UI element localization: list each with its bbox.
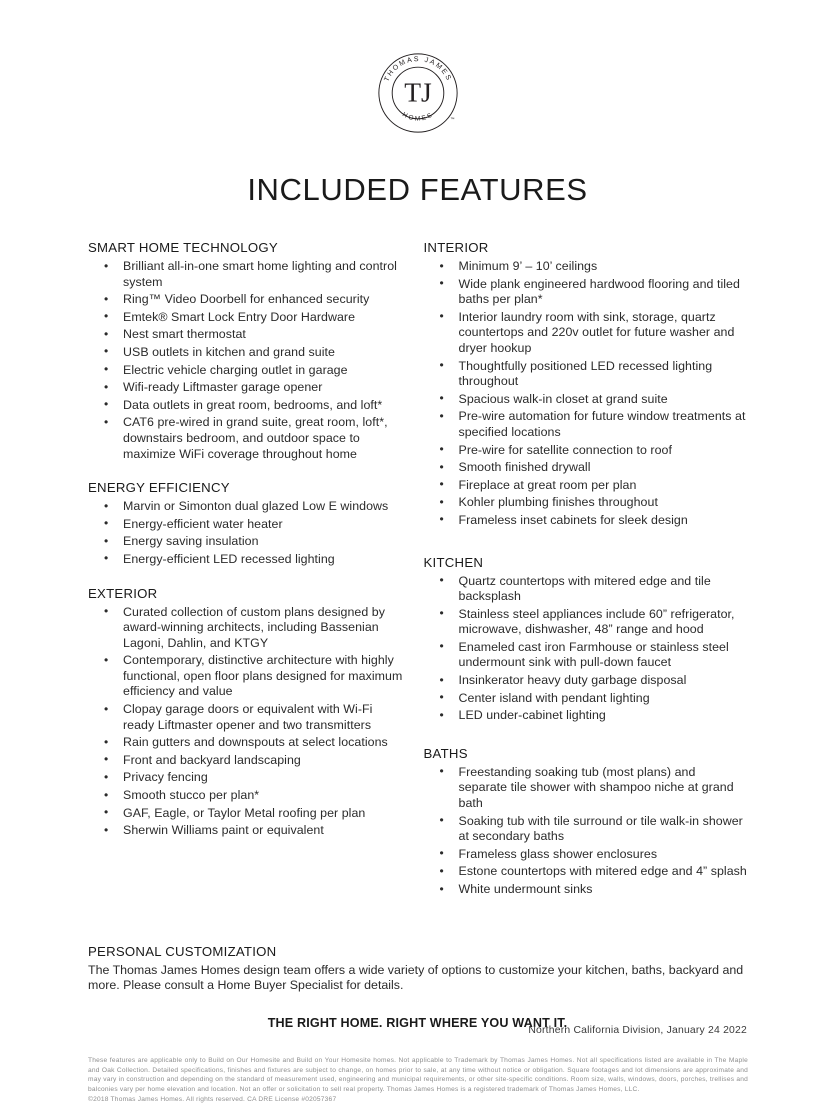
section-heading: BATHS bbox=[423, 745, 468, 761]
list-item: • Energy saving insulation bbox=[88, 534, 404, 550]
list-item: • Contemporary, distinctive architecture with highly functional, open floor plans designed for maximum efficiency and value bbox=[88, 653, 404, 700]
list-item: • Center island with pendant lighting bbox=[424, 691, 748, 707]
feature-list bbox=[424, 259, 748, 529]
list-item: • Front and backyard landscaping bbox=[88, 753, 404, 769]
list-item: • Fireplace at great room per plan bbox=[424, 478, 748, 494]
tagline: THE RIGHT HOME. RIGHT WHERE YOU WANT IT. bbox=[267, 1016, 568, 1031]
svg-text:TJ: TJ bbox=[403, 76, 432, 108]
list-item: • Smooth finished drywall bbox=[424, 460, 748, 476]
copyright-notice: ©2018 Thomas James Homes. All rights reserved. CA DRE License #02057367 bbox=[88, 1095, 337, 1103]
list-item: • Frameless glass shower enclosures bbox=[424, 847, 748, 863]
section-heading: INTERIOR bbox=[423, 240, 489, 255]
list-item: • Energy-efficient water heater bbox=[88, 517, 404, 533]
list-item: • Kohler plumbing finishes throughout bbox=[424, 495, 748, 511]
section-heading: ENERGY EFFICIENCY bbox=[88, 480, 230, 496]
section-heading: EXTERIOR bbox=[88, 585, 158, 601]
brand-logo-container bbox=[88, 0, 747, 136]
disclaimer-body: These features are applicable only to Build on Our Homesite and Build on Your Homesite homes. Not applicable to Trademark by Thomas James Homes. Not all specifications listed are available in The Maple and Oak Collection. Detailed specifications, finishes and fixtures are subject to change, on homes prior to sale, at any time without notice or obligation. Square footages and lot dimensions are approximate and may vary in construction and depending on the standard of measurement used, engineering and municipal requirements, or other site-specific conditions. Room size, walls, windows, doors, porches, trellises and balconies vary per home elevation and location. Not an offer or solicitation to sell real property. Thomas James Homes is a registered trademark of Thomas James Homes, LLC. bbox=[88, 1057, 748, 1093]
section-kitchen bbox=[424, 555, 748, 724]
feature-list bbox=[424, 765, 748, 898]
list-item: • CAT6 pre-wired in grand suite, great room, loft*, downstairs bedroom, and outdoor space to maximize WiFi coverage throughout home bbox=[88, 415, 404, 462]
list-item: • Rain gutters and downspouts at select locations bbox=[88, 735, 404, 751]
list-item: • Electric vehicle charging outlet in garage bbox=[88, 363, 404, 379]
list-item: • White undermount sinks bbox=[424, 882, 748, 898]
list-item: • Data outlets in great room, bedrooms, and loft* bbox=[88, 398, 404, 414]
list-item: • Enameled cast iron Farmhouse or stainless steel undermount sink with pull-down faucet bbox=[424, 640, 748, 671]
list-item: • Energy-efficient LED recessed lighting bbox=[88, 552, 404, 568]
feature-list bbox=[88, 605, 404, 839]
svg-text:THOMAS JAMES: THOMAS JAMES bbox=[382, 56, 453, 83]
list-item: • Thoughtfully positioned LED recessed lighting throughout bbox=[424, 359, 748, 390]
list-item: • Minimum 9’ – 10’ ceilings bbox=[424, 259, 748, 275]
list-item: • Pre-wire automation for future window treatments at specified locations bbox=[424, 409, 748, 440]
list-item: • Spacious walk-in closet at grand suite bbox=[424, 392, 748, 408]
list-item: • Nest smart thermostat bbox=[88, 327, 404, 343]
section-smart-home-technology bbox=[88, 240, 404, 462]
list-item: • Frameless inset cabinets for sleek design bbox=[424, 513, 748, 529]
footer-division-date: Northern California Division, January 24 2022 bbox=[528, 1025, 747, 1036]
list-item: • Curated collection of custom plans designed by award-winning architects, including Bassenian Lagoni, Dahlin, and KTGY bbox=[88, 605, 404, 652]
section-exterior bbox=[88, 586, 404, 839]
thomas-james-homes-logo-icon bbox=[375, 50, 461, 136]
feature-list bbox=[88, 259, 404, 462]
section-energy-efficiency bbox=[88, 480, 404, 567]
left-column bbox=[88, 240, 418, 916]
section-heading: SMART HOME TECHNOLOGY bbox=[88, 240, 278, 255]
list-item: • Ring™ Video Doorbell for enhanced security bbox=[88, 292, 404, 308]
svg-text:HOMES: HOMES bbox=[400, 111, 435, 123]
list-item: • Sherwin Williams paint or equivalent bbox=[88, 823, 404, 839]
list-item: • Quartz countertops with mitered edge and tile backsplash bbox=[424, 574, 748, 605]
page-title: INCLUDED FEATURES bbox=[247, 172, 588, 207]
svg-text:™: ™ bbox=[449, 116, 455, 122]
list-item: • Brilliant all-in-one smart home lighting and control system bbox=[88, 259, 404, 290]
list-item: • Privacy fencing bbox=[88, 770, 404, 786]
section-heading: PERSONAL CUSTOMIZATION bbox=[88, 943, 277, 959]
legal-disclaimer bbox=[88, 1056, 748, 1104]
list-item: • Wifi-ready Liftmaster garage opener bbox=[88, 380, 404, 396]
personal-customization-body: The Thomas James Homes design team offers a wide variety of options to customize your kitchen, baths, backyard and more. Please consult a Home Buyer Specialist for details. bbox=[88, 962, 744, 993]
list-item: • Smooth stucco per plan* bbox=[88, 788, 404, 804]
feature-list bbox=[88, 499, 404, 567]
list-item: • Insinkerator heavy duty garbage disposal bbox=[424, 673, 748, 689]
list-item: • Estone countertops with mitered edge and 4” splash bbox=[424, 864, 748, 880]
section-baths bbox=[424, 746, 748, 898]
list-item: • Wide plank engineered hardwood flooring and tiled baths per plan* bbox=[424, 277, 748, 308]
list-item: • USB outlets in kitchen and grand suite bbox=[88, 345, 404, 361]
list-item: • Stainless steel appliances include 60” refrigerator, microwave, dishwasher, 48” range and hood bbox=[424, 607, 748, 638]
list-item: • Emtek® Smart Lock Entry Door Hardware bbox=[88, 310, 404, 326]
list-item: • LED under-cabinet lighting bbox=[424, 708, 748, 724]
list-item: • Interior laundry room with sink, storage, quartz countertops and 220v outlet for future washer and dryer hookup bbox=[424, 310, 748, 357]
features-columns bbox=[88, 240, 747, 916]
list-item: • Freestanding soaking tub (most plans) and separate tile shower with shampoo niche at grand bath bbox=[424, 765, 748, 812]
list-item: • Clopay garage doors or equivalent with Wi-Fi ready Liftmaster opener and two transmitters bbox=[88, 702, 404, 733]
list-item: • Soaking tub with tile surround or tile walk-in shower at secondary baths bbox=[424, 814, 748, 845]
list-item: • GAF, Eagle, or Taylor Metal roofing per plan bbox=[88, 806, 404, 822]
section-heading: KITCHEN bbox=[423, 554, 484, 570]
section-personal-customization bbox=[88, 944, 747, 995]
list-item: • Marvin or Simonton dual glazed Low E windows bbox=[88, 499, 404, 515]
right-column bbox=[418, 240, 748, 916]
feature-list bbox=[424, 574, 748, 724]
list-item: • Pre-wire for satellite connection to roof bbox=[424, 443, 748, 459]
section-interior bbox=[424, 240, 748, 529]
